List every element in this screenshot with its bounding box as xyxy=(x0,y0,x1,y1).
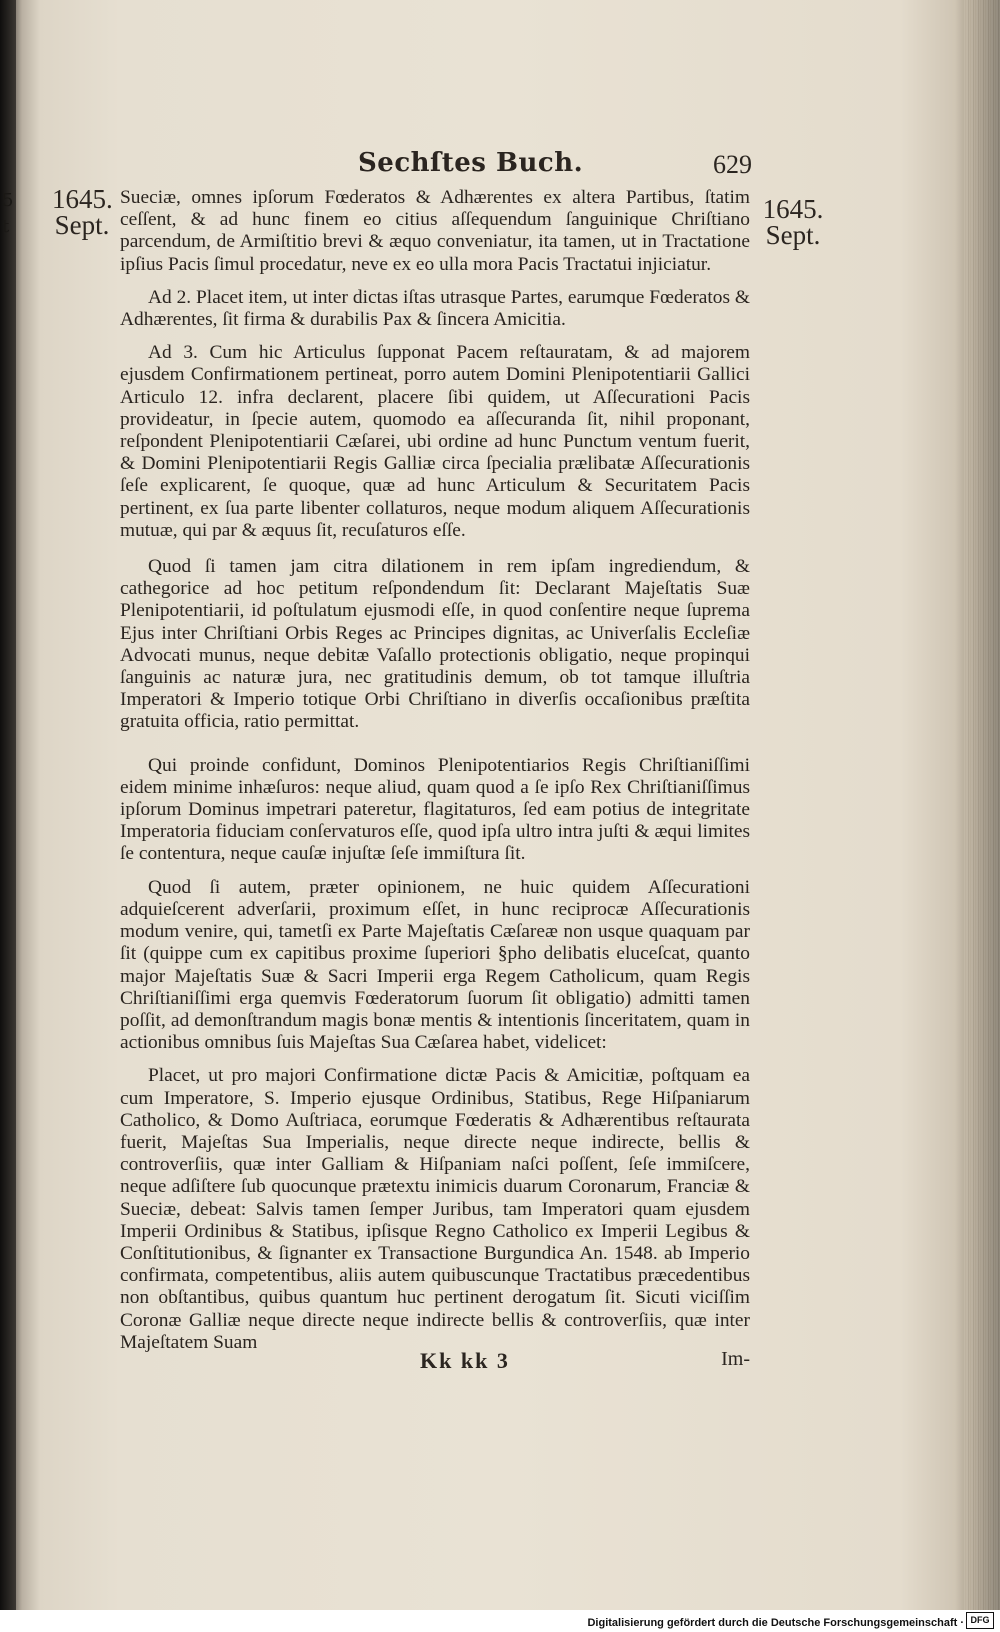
signature-mark: Kk kk 3 xyxy=(420,1348,510,1373)
paragraph: Placet, ut pro majori Confirmatione dictæ Pacis & Amicitiæ, poſtquam ea cum Imperatore, S. Imperio ejusque Ordinibus, Statibus, Rege Hiſpaniarum Catholico, & Domo Auſtriaca, eorumque Fœderatis & Adhærentibus reſtaurata fuerit, Majeſtas Sua Imperialis, neque directe neque indirecte, bellis & controverſiis, quæ inter Galliam & Hiſpaniam naſci poſſent, ſeſe immiſcere, neque adſiſtere ſub quocunque prætextu inimicis duarum Coronarum, Franciæ & Sueciæ, debeat: Salvis tamen ſemper Juribus, tam Imperatori quam ejusdem Imperii Ordinibus & Statibus, ipſisque Regno Catholico ex Imperii Legibus & Conſtitutionibus, & ſignanter ex Transactione Burgundica An. 1548. ab Imperio confirmata, competentibus, aliis autem quibuscunque Tractatibus præcedentibus non obſtantibus, quibus quantum huc pertinent derogatum ſit. Sicuti viciſſim Coronæ Galliæ neque directe neque indirecte bellis & controverſiis, quæ inter Majeſtatem Suam xyxy=(120,1065,750,1353)
paragraph-continued: Sueciæ, omnes ipſorum Fœderatos & Adhærentes ex altera Partibus, ſtatim ceſſent, & ad hunc finem eo citius aſſequendum ſanguinique Chriſtiano parcendum, de Armiſtitio brevi & æquo conveniatur, ita tamen, ut in Tractatione ipſius Pacis ſimul procedatur, neve ex eo ulla mora Pacis Tractatui injiciatur. xyxy=(120,187,750,275)
page-footer xyxy=(120,1348,750,1376)
page-number: 629 xyxy=(713,150,752,179)
paragraph: Qui proinde confidunt, Dominos Plenipotentiarios Regis Chriſtianiſſimi eidem minime inhæſuros: neque aliud, quam quod a ſe ipſo Rex Chriſtianiſſimus ipſorum Dominus impetrari pateretur, flagitaturos, ſed eam potius de integritate Imperatoria fiduciam conſervaturos eſſe, quod ipſa ultro intra juſti & æqui limites ſe contentura, neque cauſæ injuſtæ ſeſe immiſtura ſit. xyxy=(120,754,750,865)
paragraph: Quod ſi tamen jam citra dilationem in rem ipſam ingrediendum, & cathegorice ad hoc petitum reſpondendum ſit: Declarant Majeſtatis Suæ Plenipotentiarii, id poſtulatum ejusmodi eſſe, in quod conſentire neque ſuprema Ejus inter Chriſtiani Orbis Reges ac Principes dignitas, ac Univerſalis Eccleſiæ Advocati munus, neque debitæ Vaſallo protectionis obligatio, neque propinqui ſanguinis ac naturæ jura, nec gratitudinis demum, ob tot tamque illuſtria Imperatori & Imperio totique Orbi Chriſtiano in diverſis occaſionibus præſtita gratuita officia, ratio permittat. xyxy=(120,556,750,733)
paragraph-ad-2: Ad 2. Placet item, ut inter dictas iſtas utrasque Partes, earumque Fœderatos & Adhærentes, ſit firma & durabilis Pax & ſincera Amicitia. xyxy=(120,286,750,331)
digitization-bar xyxy=(0,1610,1000,1632)
dfg-logo: DFG xyxy=(966,1612,994,1629)
main-text xyxy=(120,187,750,1354)
catchword: Im- xyxy=(721,1348,750,1370)
margin-month: Sept. xyxy=(54,210,110,240)
margin-date-left xyxy=(52,186,112,238)
running-head: Sechſtes Buch. xyxy=(358,148,584,178)
adjacent-fragment-line: 5 xyxy=(2,190,14,211)
margin-year: 1645. xyxy=(52,184,113,214)
page-header xyxy=(118,148,750,188)
funding-notice: Digitalisierung gefördert durch die Deutsche Forschungsgemeinschaft · xyxy=(587,1617,964,1629)
margin-date-right xyxy=(762,196,824,248)
adjacent-page-edge xyxy=(0,0,16,1632)
margin-month: Sept. xyxy=(765,220,821,250)
paragraph: Quod ſi autem, præter opinionem, ne huic quidem Aſſecurationi adquieſcerent adverſarii, proximum eſſet, in hunc reciprocæ Aſſecurationis modum venire, qui, tametſi ex Parte Majeſtatis Cæſareæ non usque quaquam par ſit (quippe cum ex capitibus proxime ſuperiori §pho delibatis eluceſcat, quanto major Majeſtatis Suæ & Sacri Imperii erga Regem Catholicum, quam Regis Chriſtianiſſimi erga quemvis Fœderatorum ſuorum ſit obligatio) admitti tamen poſſit, ad demonſtrandum magis bonæ mentis & intentionis ſinceritatem, quam in actionibus omnibus ſuis Majeſtas Sua Cæſarea habet, videlicet: xyxy=(120,876,750,1054)
paragraph-ad-3: Ad 3. Cum hic Articulus ſupponat Pacem reſtauratam, & ad majorem ejusdem Confirmationem pertineat, porro autem Domini Plenipotentiarii Gallici Articulo 12. infra declarent, placere ſibi quidem, ut Aſſecurationi Pacis provideatur, in ſpecie autem, quomodo ea aſſecuranda ſit, nihil proponant, reſpondent Plenipotentiarii Cæſarei, ubi ordine ad hunc Punctum ventum fuerit, & Domini Plenipotentiarii Regis Galliæ circa ſpecialia prælibatæ Aſſecurationis ſeſe explicarent, ſe quoque, quæ ad hunc Articulum & Securitatem Pacis pertinent, ex ſua parte libenter collaturos, neque modum aliquem Aſſecurationis mutuæ, qui par & æquus ſit, recuſaturos eſſe. xyxy=(120,342,750,541)
adjacent-fragment-line: t xyxy=(2,216,10,237)
margin-year: 1645. xyxy=(762,194,824,224)
page-edge-stack xyxy=(964,0,1000,1632)
adjacent-page-fragment xyxy=(2,188,13,240)
